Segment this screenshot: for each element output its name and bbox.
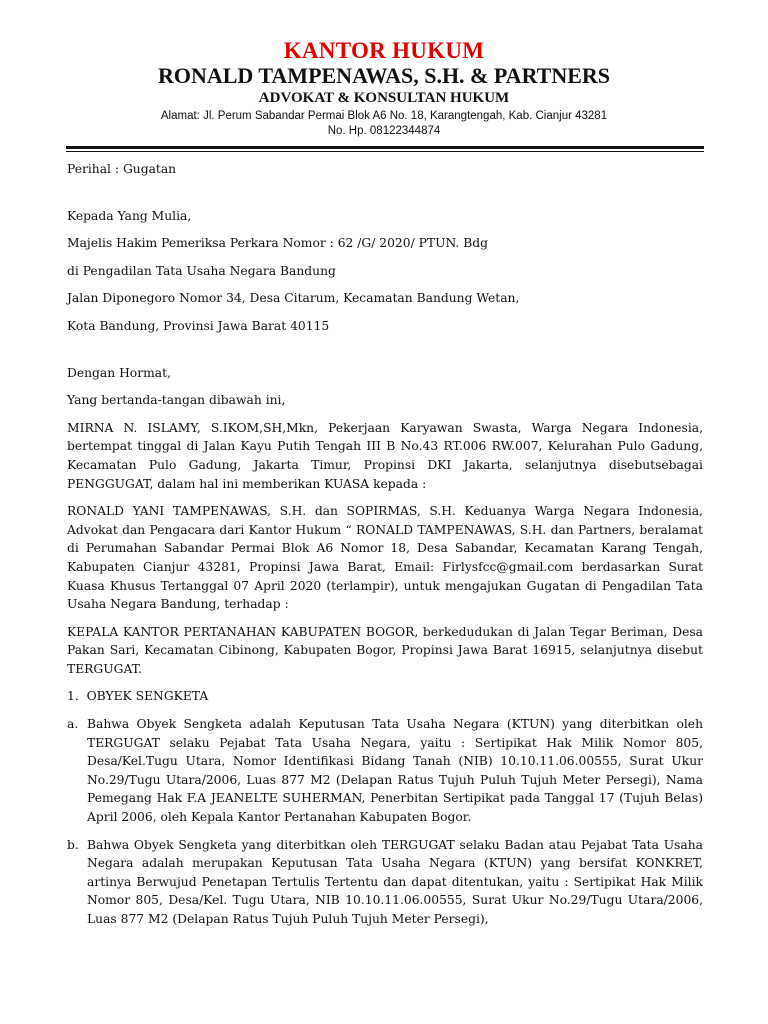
greeting: Dengan Hormat,	[67, 365, 171, 380]
list-marker: b.	[67, 837, 79, 852]
subject-line: Perihal : Gugatan	[67, 162, 177, 176]
defendant-paragraph: KEPALA KANTOR PERTANAHAN KABUPATEN BOGOR, berkedudukan di Jalan Tegar Beriman, Desa Pakan Sari, Kecamatan Cibinong, Kabupaten Bogor, Propinsi Jawa Barat 16915, selanjutnya disebut TERGUGAT.	[67, 624, 703, 676]
letterhead-divider-thin	[66, 151, 704, 152]
letterhead-divider-thick	[66, 146, 704, 149]
section-number: 1.	[67, 689, 79, 704]
list-item	[67, 836, 703, 929]
recipient-line: Kota Bandung, Provinsi Jawa Barat 40115	[67, 318, 330, 333]
section-title: OBYEK SENGKETA	[86, 689, 209, 704]
letterhead-phone: No. Hp. 08122344874	[327, 125, 441, 137]
letterhead-firm-name: RONALD TAMPENAWAS, S.H. & PARTNERS	[157, 63, 611, 88]
recipient-line: Kepada Yang Mulia,	[67, 208, 192, 223]
list-item-text: Bahwa Obyek Sengketa adalah Keputusan Tata Usaha Negara (KTUN) yang diterbitkan oleh TERGUGAT selaku Pejabat Tata Usaha Negara, yaitu : Sertipikat Hak Milik Nomor 805, Desa/Kel.Tugu Utara, Nomor Identifikasi Bidang Tanah (NIB) 10.10.11.06.00555, Surat Ukur No.29/Tugu Utara/2006, Luas 877 M2 (Delapan Ratus Tujuh Puluh Tujuh Meter Persegi), Nama Pemegang Hak F.A JEANELTE SUHERMAN, Penerbitan Sertipikat pada Tanggal 17 (Tujuh Belas) April 2006, oleh Kepala Kantor Pertanahan Kabupaten Bogor.	[87, 717, 703, 825]
recipient-line: Majelis Hakim Pemeriksa Perkara Nomor : 62 /G/ 2020/ PTUN. Bdg	[67, 236, 489, 251]
letterhead-subtitle: ADVOKAT & KONSULTAN HUKUM	[258, 90, 510, 106]
recipient-line: di Pengadilan Tata Usaha Negara Bandung	[67, 263, 336, 278]
plaintiff-paragraph: MIRNA N. ISLAMY, S.IKOM,SH,Mkn, Pekerjaan Karyawan Swasta, Warga Negara Indonesia, bertempat tinggal di Jalan Kayu Putih Tengah III B No.43 RT.006 RW.007, Kelurahan Pulo Gadung, Kecamatan Pulo Gadung, Jakarta Timur, Propinsi DKI Jakarta, selanjutnya disebutsebagai PENGGUGAT, dalam hal ini memberikan KUASA kepada :	[67, 420, 703, 491]
recipient-line: Jalan Diponegoro Nomor 34, Desa Citarum, Kecamatan Bandung Wetan,	[67, 291, 520, 306]
letterhead-office: KANTOR HUKUM	[283, 38, 485, 63]
intro-line: Yang bertanda-tangan dibawah ini,	[67, 393, 286, 408]
lawyers-paragraph: RONALD YANI TAMPENAWAS, S.H. dan SOPIRMAS, S.H. Keduanya Warga Negara Indonesia, Advokat dan Pengacara dari Kantor Hukum “ RONALD TAMPENAWAS, S.H. dan Partners, beralamat di Perumahan Sabandar Permai Blok A6 Nomor 18, Desa Sabandar, Kecamatan Karang Tengah, Kabupaten Cianjur 43281, Propinsi Jawa Barat, Email: Firlysfcc@gmail.com berdasarkan Surat Kuasa Khusus Tertanggal 07 April 2020 (terlampir), untuk mengajukan Gugatan di Pengadilan Tata Usaha Negara Bandung, terhadap :	[67, 504, 703, 612]
section-heading	[67, 687, 703, 706]
letterhead-address: Alamat: Jl. Perum Sabandar Permai Blok A6 No. 18, Karangtengah, Kab. Cianjur 43281	[160, 110, 608, 122]
list-marker: a.	[67, 717, 79, 732]
letter-body	[67, 160, 703, 929]
list-item-text: Bahwa Obyek Sengketa yang diterbitkan oleh TERGUGAT selaku Badan atau Pejabat Tata Usaha Negara adalah merupakan Keputusan Tata Usaha Negara (KTUN) yang bersifat KONKRET, artinya Berwujud Penetapan Tertulis Tertentu dan dapat ditentukan, yaitu : Sertipikat Hak Milik Nomor 805, Desa/Kel. Tugu Utara, NIB 10.10.11.06.00555, Surat Ukur No.29/Tugu Utara/2006, Luas 877 M2 (Delapan Ratus Tujuh Puluh Tujuh Meter Persegi),	[87, 837, 703, 926]
list-item	[67, 715, 703, 827]
